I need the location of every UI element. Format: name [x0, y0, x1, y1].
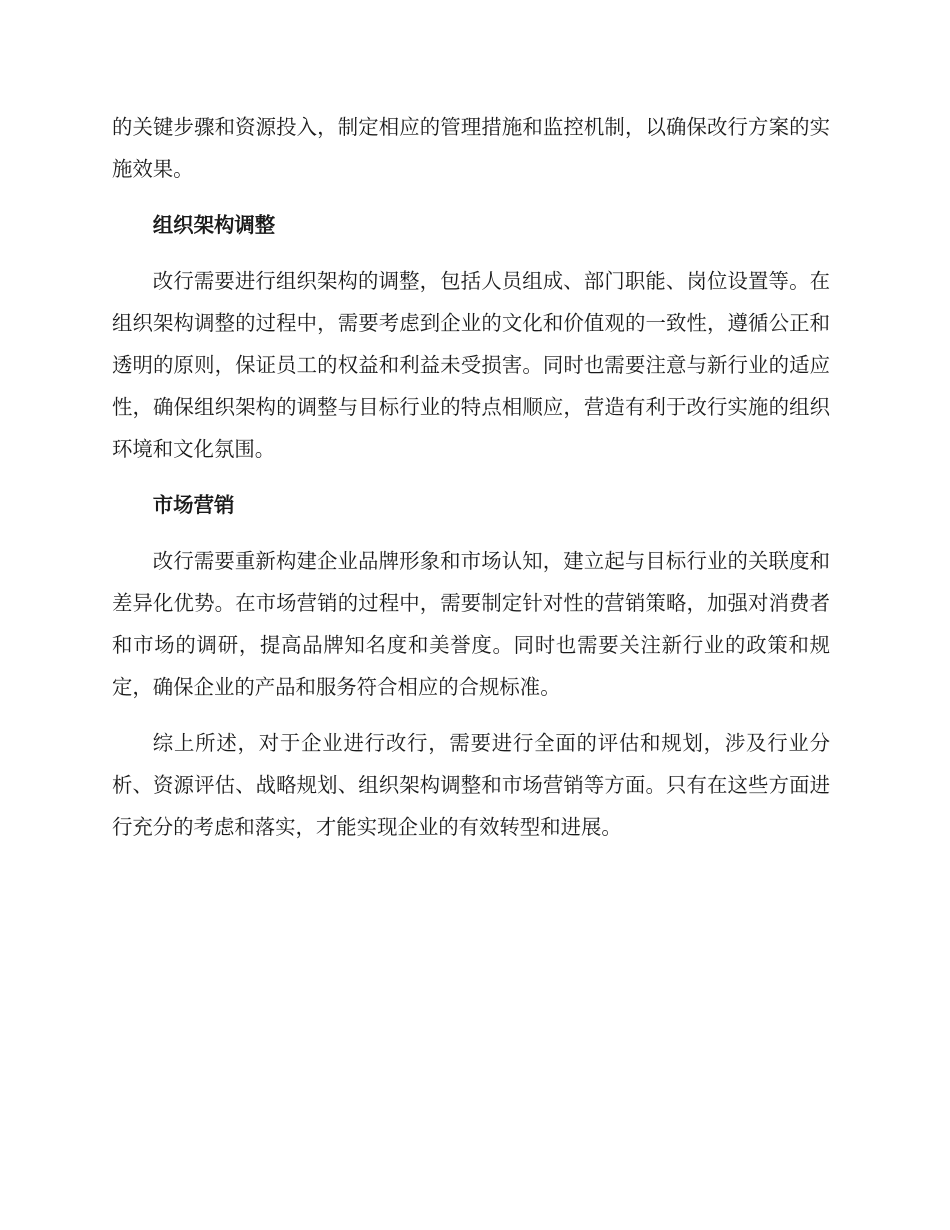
section-paragraph-marketing: 改行需要重新构建企业品牌形象和市场认知，建立起与目标行业的关联度和差异化优势。在市场营销的过程中，需要制定针对性的营销策略，加强对消费者和市场的调研，提高品牌知名度和美誉度。同时也需要关注新行业的政策和规定，确保企业的产品和服务符合相应的合规标准。	[112, 549, 830, 699]
section-heading-marketing: 市场营销	[152, 493, 235, 517]
section-heading-organization: 组织架构调整	[152, 213, 276, 237]
document-body	[112, 106, 830, 848]
conclusion-paragraph: 综上所述，对于企业进行改行，需要进行全面的评估和规划，涉及行业分析、资源评估、战略规划、组织架构调整和市场营销等方面。只有在这些方面进行充分的考虑和落实，才能实现企业的有效转型和进展。	[112, 731, 830, 839]
section-paragraph-organization: 改行需要进行组织架构的调整，包括人员组成、部门职能、岗位设置等。在组织架构调整的过程中，需要考虑到企业的文化和价值观的一致性，遵循公正和透明的原则，保证员工的权益和利益未受损害。同时也需要注意与新行业的适应性，确保组织架构的调整与目标行业的特点相顺应，营造有利于改行实施的组织环境和文化氛围。	[112, 269, 830, 461]
continuation-paragraph: 的关键步骤和资源投入，制定相应的管理措施和监控机制，以确保改行方案的实施效果。	[112, 115, 830, 181]
